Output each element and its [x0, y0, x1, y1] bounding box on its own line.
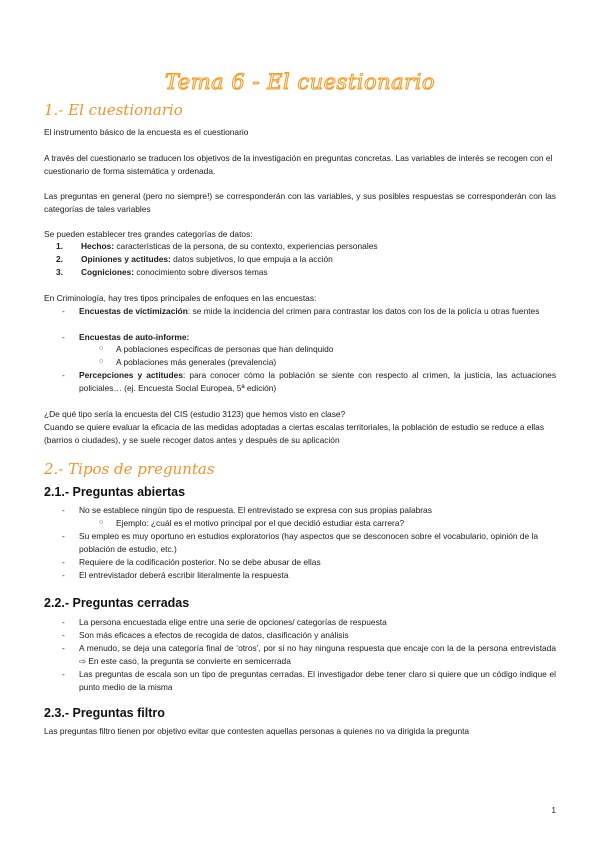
bullet: - — [62, 306, 65, 316]
paragraph: Las preguntas en general (pero no siempre!) se corresponderán con las variables, y sus posibles respuestas se corresponderán con las categorías de tales variables — [44, 191, 556, 214]
paragraph: Las preguntas filtro tienen por objetivo evitar que contesten aquellas personas a quienes no va dirigida la pregunta — [44, 726, 470, 736]
list-item: El entrevistador deberá escribir literalmente la respuesta — [79, 570, 289, 580]
section-2-heading: 2.- Tipos de preguntas — [44, 460, 215, 478]
bullet: - — [62, 531, 65, 541]
list-number: 2. — [56, 254, 63, 264]
list-item: Cogniciones: conocimiento sobre diversos temas — [81, 267, 268, 277]
paragraph: A través del cuestionario se traducen los objetivos de la investigación en preguntas concretas. Las variables de interés se recogen con el cuestionario de forma sistemática y ordenada. — [44, 153, 553, 176]
page-number: 1 — [551, 806, 556, 815]
subsection-heading: 2.1.- Preguntas abiertas — [44, 485, 186, 499]
list-item: Son más eficaces a efectos de recogida de datos, clasificación y análisis — [79, 630, 349, 640]
list-item: Su empleo es muy oportuno en estudios exploratorios (hay aspectos que se desconocen sobre el vocabulario, opinión de la población de estudio, etc.) — [79, 531, 539, 554]
bullet: - — [62, 617, 65, 627]
subsection-heading: 2.2.- Preguntas cerradas — [44, 596, 190, 610]
bullet: - — [62, 643, 65, 653]
sub-list-item: A poblaciones más generales (prevalencia) — [116, 357, 277, 367]
paragraph: ¿De qué tipo sería la encuesta del CIS (estudio 3123) que hemos visto en clase? — [44, 409, 346, 419]
list-number: 1. — [56, 241, 63, 251]
sub-bullet: ○ — [99, 519, 104, 526]
list-item: Encuestas de auto-informe: — [79, 332, 190, 342]
list-item: Las preguntas de escala son un tipo de preguntas cerradas. El investigador debe tener claro si quiere que un código indique el punto medio de la misma — [79, 669, 556, 692]
list-number: 3. — [56, 267, 63, 277]
bullet: - — [62, 630, 65, 640]
document-title: Tema 6 - El cuestionario — [164, 70, 436, 94]
sub-list-item: Ejemplo: ¿cuál es el motivo principal por el que decidió estudiar esta carrera? — [116, 518, 405, 528]
bullet: - — [62, 669, 65, 679]
list-item: Opiniones y actitudes: datos subjetivos, lo que empuja a la acción — [81, 254, 333, 264]
paragraph: En Criminología, hay tres tipos principales de enfoques en las encuestas: — [44, 293, 317, 303]
list-item: A menudo, se deja una categoría final de ‘otros’, por si no hay ninguna respuesta que encaje con la de la persona entrevistada ⇨ En este caso, la pregunta se convierte en semicerrada — [79, 643, 556, 666]
subsection-heading: 2.3.- Preguntas filtro — [44, 706, 165, 720]
list-item: Requiere de la codificación posterior. No se debe abusar de ellas — [79, 557, 321, 567]
bullet: - — [62, 570, 65, 580]
sub-list-item: A poblaciones especificas de personas que han delinquido — [116, 344, 334, 354]
bullet: - — [62, 332, 65, 342]
list-item: Percepciones y actitudes: para conocer cómo la población se siente con respecto al crimen, la justicia, las actuaciones policiales… (ej. Encuesta Social Europea, 5ª edición) — [79, 370, 557, 393]
bullet: - — [62, 370, 65, 380]
section-1-heading: 1.- El cuestionario — [44, 101, 183, 119]
paragraph: Se pueden establecer tres grandes categorías de datos: — [44, 229, 253, 239]
paragraph: Cuando se quiere evaluar la eficacia de las medidas adoptadas a ciertas escalas territoriales, la población de estudio se reduce a ellas (barrios o ciudades), y se suele recoger datos antes y después de su aplicación — [44, 422, 545, 445]
bullet: - — [62, 557, 65, 567]
list-item: Encuestas de victimización: se mide la incidencia del crimen para contrastar los datos con los de la policía u otras fuentes — [79, 306, 540, 316]
paragraph: El instrumento básico de la encuesta es el cuestionario — [44, 127, 249, 137]
list-item: No se establece ningún tipo de respuesta. El entrevistado se expresa con sus propias palabras — [79, 505, 432, 515]
list-item: La persona encuestada elige entre una serie de opciones/ categorías de respuesta — [79, 617, 387, 627]
list-item: Hechos: características de la persona, de su contexto, experiencias personales — [81, 241, 378, 251]
sub-bullet: ○ — [99, 358, 104, 365]
sub-bullet: ○ — [99, 345, 104, 352]
bullet: - — [62, 505, 65, 515]
